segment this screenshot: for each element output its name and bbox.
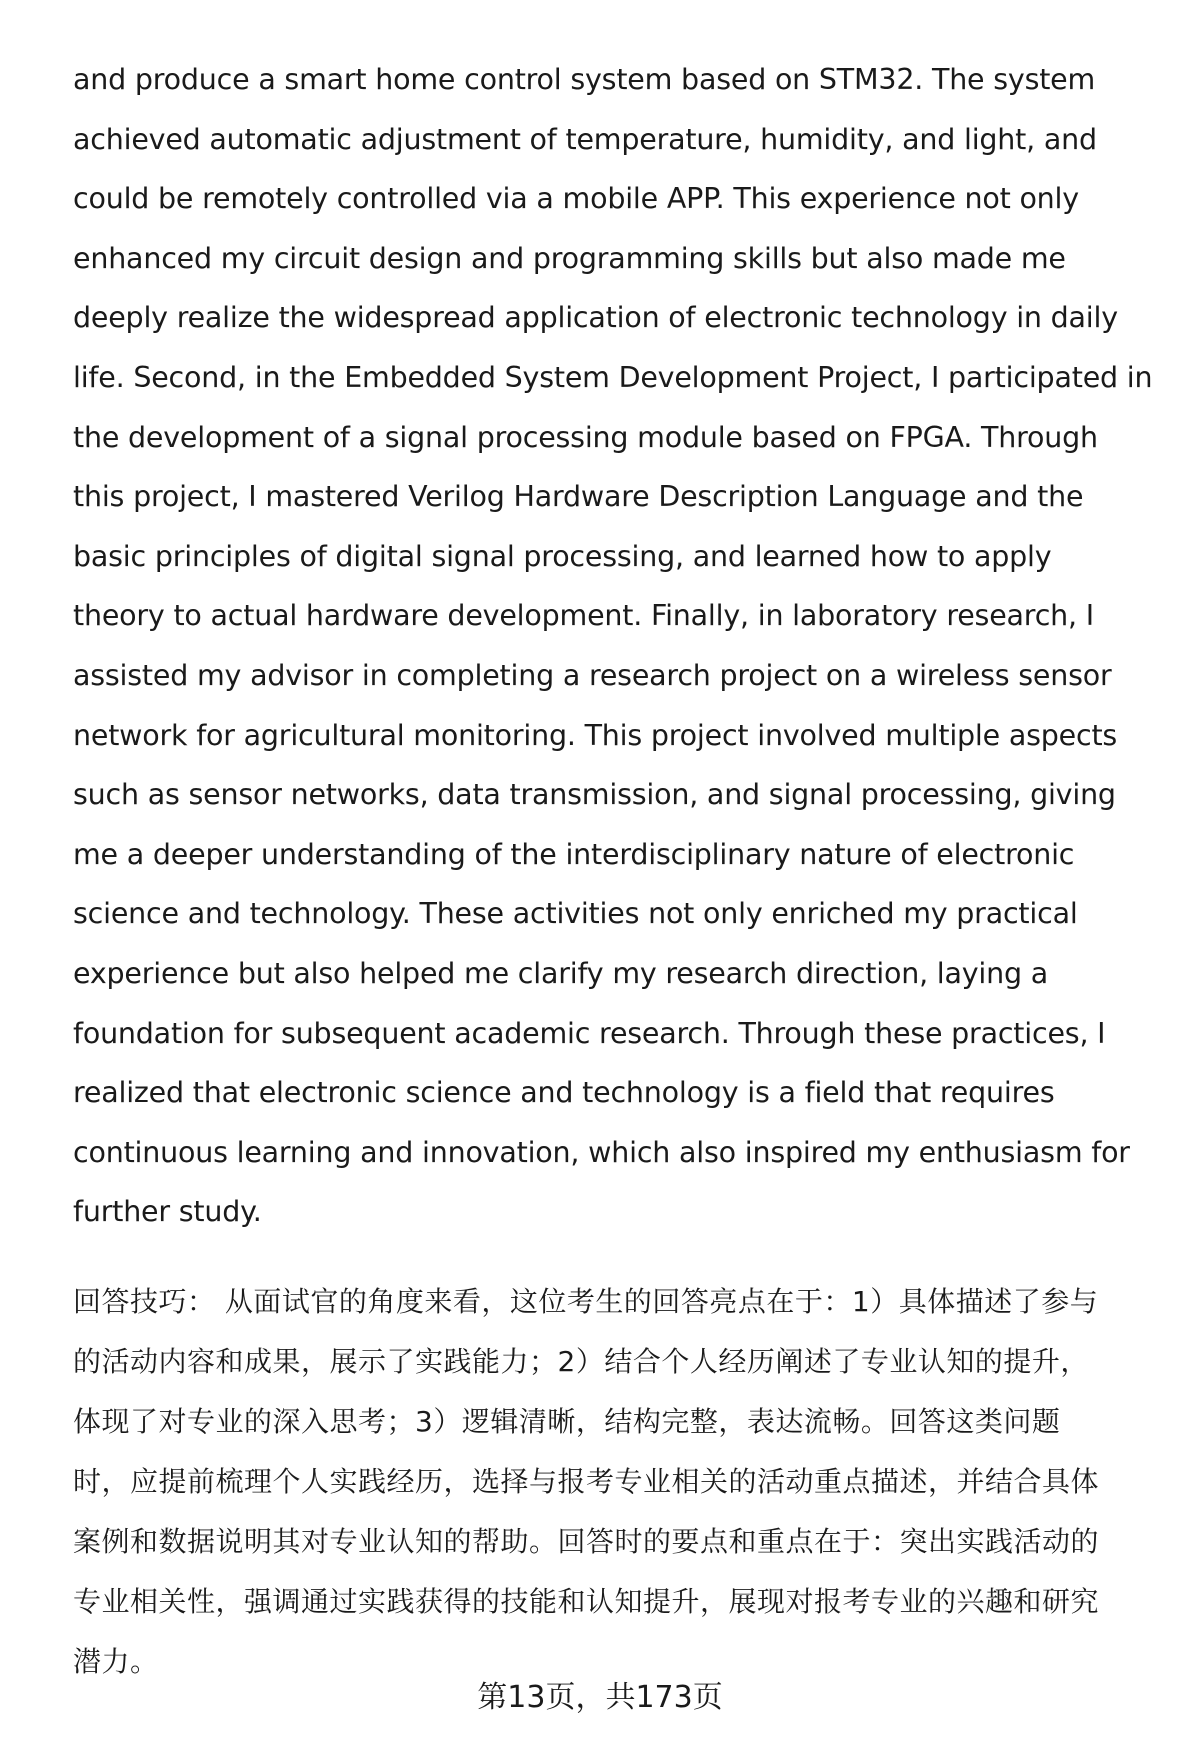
text-line: network for agricultural monitoring. This project involved multiple aspects: [73, 718, 1118, 752]
text-line: science and technology. These activities not only enriched my practical: [73, 897, 1078, 931]
text-line: 的活动内容和成果，展示了实践能力；2）结合个人经历阐述了专业认知的提升，: [73, 1345, 1089, 1378]
answer-tips-paragraph: [73, 1272, 1173, 1692]
answer-paragraph: [73, 50, 1173, 1242]
text-line: could be remotely controlled via a mobile APP. This experience not only: [73, 182, 1079, 216]
text-line: theory to actual hardware development. Finally, in laboratory research, I: [73, 599, 1094, 633]
text-line: this project, I mastered Verilog Hardware Description Language and the: [73, 480, 1084, 514]
text-line: achieved automatic adjustment of temperature, humidity, and light, and: [73, 122, 1097, 156]
text-line: foundation for subsequent academic research. Through these practices, I: [73, 1016, 1106, 1050]
text-line: continuous learning and innovation, which also inspired my enthusiasm for: [73, 1135, 1130, 1169]
text-line: life. Second, in the Embedded System Development Project, I participated in: [73, 360, 1153, 394]
text-line: me a deeper understanding of the interdisciplinary nature of electronic: [73, 837, 1075, 871]
text-line: the development of a signal processing module based on FPGA. Through: [73, 420, 1098, 454]
text-line: enhanced my circuit design and programming skills but also made me: [73, 241, 1066, 275]
text-line: assisted my advisor in completing a research project on a wireless sensor: [73, 658, 1112, 692]
text-line: 潜力。: [73, 1645, 159, 1678]
text-line: and produce a smart home control system based on STM32. The system: [73, 63, 1096, 96]
page-number: 第13页，共173页: [477, 1680, 723, 1715]
text-line: 回答技巧： 从面试官的角度来看，这位考生的回答亮点在于：1）具体描述了参与: [73, 1285, 1099, 1318]
text-line: 体现了对专业的深入思考；3）逻辑清晰，结构完整，表达流畅。回答这类问题: [73, 1405, 1061, 1438]
text-line: experience but also helped me clarify my research direction, laying a: [73, 956, 1049, 990]
text-line: deeply realize the widespread application of electronic technology in daily: [73, 301, 1118, 335]
text-line: basic principles of digital signal processing, and learned how to apply: [73, 539, 1052, 573]
text-line: 案例和数据说明其对专业认知的帮助。回答时的要点和重点在于：突出实践活动的: [73, 1525, 1100, 1558]
text-line: further study.: [73, 1195, 262, 1229]
text-line: realized that electronic science and technology is a field that requires: [73, 1076, 1055, 1110]
text-line: such as sensor networks, data transmission, and signal processing, giving: [73, 778, 1116, 812]
text-line: 时，应提前梳理个人实践经历，选择与报考专业相关的活动重点描述，并结合具体: [73, 1465, 1100, 1498]
text-line: 专业相关性，强调通过实践获得的技能和认知提升，展现对报考专业的兴趣和研究: [73, 1585, 1100, 1618]
